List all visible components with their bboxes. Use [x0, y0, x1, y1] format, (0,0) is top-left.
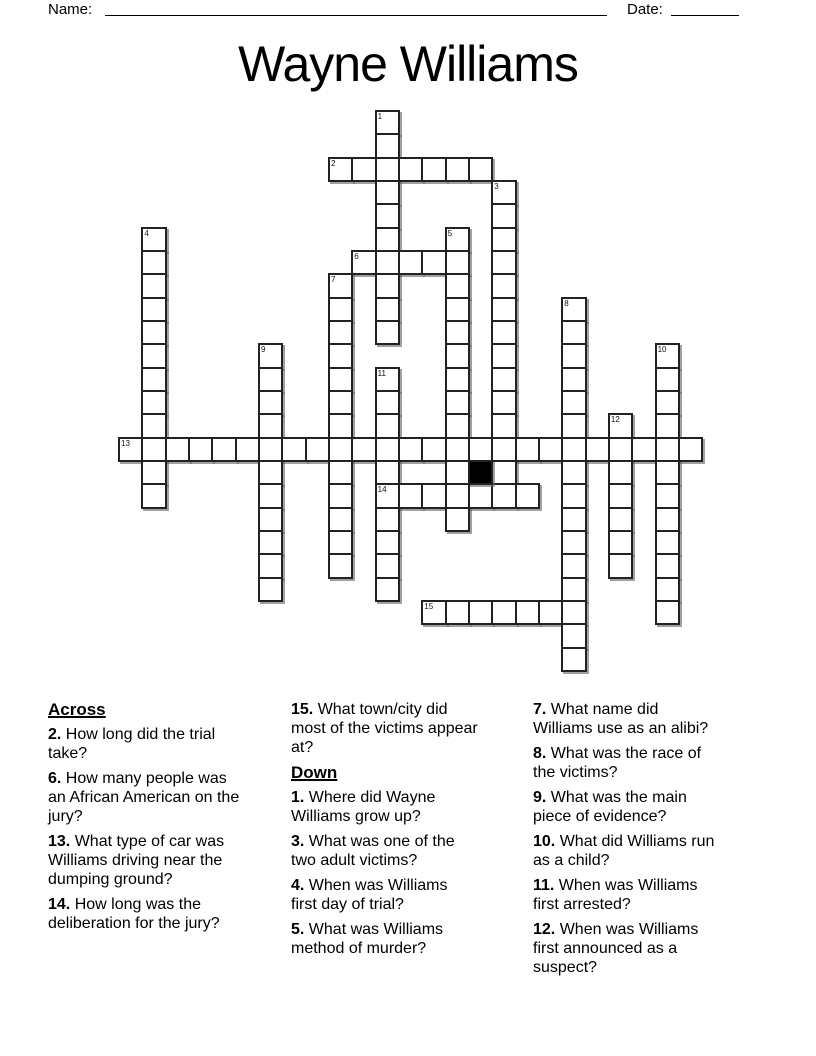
- crossword-cell[interactable]: [141, 367, 166, 392]
- crossword-cell[interactable]: [375, 320, 400, 345]
- clue-number-label: 9.: [533, 789, 547, 806]
- clue-text: What was the main piece of evidence?: [533, 789, 687, 825]
- clue-12: [533, 920, 777, 977]
- crossword-cell[interactable]: [351, 437, 376, 462]
- clue-number: 13: [121, 438, 130, 448]
- crossword-cell[interactable]: [561, 483, 586, 508]
- crossword-cell[interactable]: [515, 600, 540, 625]
- crossword-cell[interactable]: [328, 483, 353, 508]
- crossword-cell[interactable]: [655, 343, 680, 368]
- crossword-cell[interactable]: [328, 343, 353, 368]
- crossword-cell[interactable]: [655, 460, 680, 485]
- crossword-cell[interactable]: [258, 413, 283, 438]
- clue-number: 5: [447, 228, 453, 238]
- clue-text: What name did Williams use as an alibi?: [533, 701, 709, 737]
- crossword-cell[interactable]: [655, 553, 680, 578]
- crossword-cell[interactable]: [328, 297, 353, 322]
- clue-number: 3: [494, 181, 499, 191]
- clue-2: [48, 725, 292, 763]
- crossword-cell[interactable]: [561, 367, 586, 392]
- across-clues-column: [48, 700, 292, 939]
- crossword-cell[interactable]: [445, 157, 470, 182]
- black-cell: [468, 460, 493, 485]
- crossword-cell[interactable]: [585, 437, 610, 462]
- crossword-cell[interactable]: [655, 600, 680, 625]
- clue-number-label: 12.: [533, 921, 556, 938]
- clue-7: [533, 700, 777, 738]
- crossword-cell[interactable]: [608, 507, 633, 532]
- down-clues-column: [533, 700, 777, 983]
- middle-clues-column: [291, 700, 535, 964]
- crossword-cell[interactable]: [305, 437, 330, 462]
- crossword-cell[interactable]: [165, 437, 190, 462]
- crossword-cell[interactable]: [375, 507, 400, 532]
- clue-number: 11: [377, 368, 386, 378]
- crossword-cell[interactable]: [491, 320, 516, 345]
- crossword-cell[interactable]: [561, 530, 586, 555]
- crossword-cell[interactable]: [351, 250, 376, 275]
- crossword-cell[interactable]: [445, 460, 470, 485]
- crossword-cell[interactable]: [375, 203, 400, 228]
- crossword-cell[interactable]: [258, 390, 283, 415]
- crossword-cell[interactable]: [491, 343, 516, 368]
- name-label: Name:: [48, 1, 93, 18]
- crossword-cell[interactable]: [375, 553, 400, 578]
- clue-text: What was one of the two adult victims?: [291, 833, 455, 869]
- clue-number-label: 8.: [533, 745, 547, 762]
- crossword-cell[interactable]: [491, 227, 516, 252]
- crossword-cell[interactable]: [538, 600, 563, 625]
- crossword-cell[interactable]: [561, 320, 586, 345]
- crossword-cell[interactable]: [328, 367, 353, 392]
- crossword-cell[interactable]: [375, 390, 400, 415]
- crossword-cell[interactable]: [445, 250, 470, 275]
- crossword-cell[interactable]: [141, 320, 166, 345]
- crossword-cell[interactable]: [678, 437, 703, 462]
- crossword-cell[interactable]: [655, 413, 680, 438]
- crossword-cell[interactable]: [398, 483, 423, 508]
- crossword-cell[interactable]: [258, 460, 283, 485]
- crossword-cell[interactable]: [491, 390, 516, 415]
- crossword-cell[interactable]: [258, 437, 283, 462]
- crossword-cell[interactable]: [375, 530, 400, 555]
- crossword-cell[interactable]: [491, 297, 516, 322]
- crossword-cell[interactable]: [328, 390, 353, 415]
- crossword-cell[interactable]: [445, 227, 470, 252]
- crossword-cell[interactable]: [655, 390, 680, 415]
- crossword-cell[interactable]: [375, 227, 400, 252]
- date-label: Date:: [627, 1, 663, 18]
- clue-number-label: 1.: [291, 789, 305, 806]
- page-title: Wayne Williams: [238, 36, 578, 92]
- crossword-cell[interactable]: [608, 437, 633, 462]
- crossword-cell[interactable]: [655, 367, 680, 392]
- crossword-cell[interactable]: [561, 413, 586, 438]
- clue-number: 15: [424, 601, 434, 611]
- clue-heading-across: Across: [48, 700, 106, 719]
- clue-text: What type of car was Williams driving near the dumping ground?: [48, 833, 225, 888]
- clue-number: 8: [564, 298, 569, 308]
- crossword-cell[interactable]: [421, 250, 446, 275]
- clue-text: How many people was an African American on the jury?: [48, 770, 240, 825]
- crossword-cell[interactable]: [631, 437, 656, 462]
- crossword-cell[interactable]: [141, 413, 166, 438]
- crossword-cell[interactable]: [608, 460, 633, 485]
- clue-11: [533, 876, 777, 914]
- clue-text: How long did the trial take?: [48, 726, 216, 762]
- crossword-cell[interactable]: [375, 297, 400, 322]
- crossword-cell[interactable]: [141, 483, 166, 508]
- crossword-cell[interactable]: [211, 437, 236, 462]
- crossword-cell[interactable]: [491, 483, 516, 508]
- crossword-cell[interactable]: [468, 600, 493, 625]
- crossword-cell[interactable]: [445, 483, 470, 508]
- crossword-cell[interactable]: [328, 273, 353, 298]
- clue-number-label: 11.: [533, 877, 555, 894]
- crossword-cell[interactable]: [398, 250, 423, 275]
- clue-number-label: 13.: [48, 833, 71, 850]
- crossword-cell[interactable]: [655, 483, 680, 508]
- crossword-cell[interactable]: [468, 157, 493, 182]
- crossword-cell[interactable]: [375, 180, 400, 205]
- crossword-cell[interactable]: [561, 390, 586, 415]
- crossword-cell[interactable]: [561, 553, 586, 578]
- crossword-cell[interactable]: [445, 367, 470, 392]
- crossword-cell[interactable]: [445, 297, 470, 322]
- crossword-cell[interactable]: [258, 507, 283, 532]
- clue-number-label: 4.: [291, 877, 305, 894]
- clue-number: 12: [610, 415, 620, 425]
- crossword-cell[interactable]: [561, 623, 586, 648]
- crossword-cell[interactable]: [655, 437, 680, 462]
- crossword-cell[interactable]: [141, 250, 166, 275]
- crossword-cell[interactable]: [141, 460, 166, 485]
- clue-text: What town/city did most of the victims appear at?: [291, 701, 478, 756]
- clue-9: [533, 788, 777, 826]
- clue-number: 14: [377, 485, 387, 495]
- crossword-cell[interactable]: [538, 437, 563, 462]
- crossword-cell[interactable]: [421, 157, 446, 182]
- crossword-cell[interactable]: [468, 437, 493, 462]
- crossword-cell[interactable]: [328, 320, 353, 345]
- crossword-cell[interactable]: [375, 157, 400, 182]
- crossword-cell[interactable]: [375, 413, 400, 438]
- crossword-cell[interactable]: [561, 577, 586, 602]
- crossword-cell[interactable]: [375, 133, 400, 158]
- crossword-cell[interactable]: [281, 437, 306, 462]
- crossword-cell[interactable]: [328, 530, 353, 555]
- crossword-cell[interactable]: [445, 600, 470, 625]
- clue-number: 7: [330, 275, 336, 285]
- crossword-cell[interactable]: [561, 297, 586, 322]
- crossword-cell[interactable]: [258, 367, 283, 392]
- date-blank-line: [671, 0, 739, 16]
- crossword-cell[interactable]: [491, 250, 516, 275]
- clue-text: When was Williams first day of trial?: [291, 877, 448, 913]
- clue-number: 6: [354, 251, 359, 261]
- crossword-cell[interactable]: [375, 250, 400, 275]
- clue-15: [291, 700, 535, 757]
- crossword-cell[interactable]: [141, 390, 166, 415]
- crossword-cell[interactable]: [608, 553, 633, 578]
- clue-text: When was Williams first arrested?: [533, 877, 698, 913]
- crossword-cell[interactable]: [141, 437, 166, 462]
- crossword-cell[interactable]: [515, 483, 540, 508]
- crossword-cell[interactable]: [398, 437, 423, 462]
- clue-text: How long was the deliberation for the jury?: [48, 896, 220, 932]
- crossword-cell[interactable]: [608, 530, 633, 555]
- crossword-cell[interactable]: [608, 413, 633, 438]
- crossword-cell[interactable]: [421, 437, 446, 462]
- clue-number-label: 7.: [533, 701, 547, 718]
- crossword-cell[interactable]: [491, 413, 516, 438]
- crossword-cell[interactable]: [375, 483, 400, 508]
- crossword-cell[interactable]: [328, 460, 353, 485]
- crossword-cell[interactable]: [118, 437, 143, 462]
- crossword-cell[interactable]: [468, 483, 493, 508]
- crossword-cell[interactable]: [328, 157, 353, 182]
- crossword-cell[interactable]: [445, 320, 470, 345]
- clue-number-label: 5.: [291, 921, 305, 938]
- crossword-cell[interactable]: [445, 507, 470, 532]
- clue-10: [533, 832, 777, 870]
- crossword-cell[interactable]: [398, 157, 423, 182]
- clue-number: 10: [657, 345, 667, 355]
- crossword-cell[interactable]: [491, 203, 516, 228]
- crossword-cell[interactable]: [445, 273, 470, 298]
- crossword-cell[interactable]: [328, 437, 353, 462]
- crossword-cell[interactable]: [561, 647, 586, 672]
- crossword-cell[interactable]: [141, 273, 166, 298]
- clue-text: What did Williams run as a child?: [533, 833, 715, 869]
- clue-text: What was Williams method of murder?: [291, 921, 444, 957]
- crossword-cell[interactable]: [235, 437, 260, 462]
- crossword-cell[interactable]: [258, 483, 283, 508]
- crossword-cell[interactable]: [421, 600, 446, 625]
- crossword-cell[interactable]: [491, 460, 516, 485]
- crossword-cell[interactable]: [608, 483, 633, 508]
- crossword-cell[interactable]: [655, 577, 680, 602]
- clue-3: [291, 832, 535, 870]
- clue-text: What was the race of the victims?: [533, 745, 702, 781]
- crossword-cell[interactable]: [561, 437, 586, 462]
- clue-number-label: 2.: [48, 726, 62, 743]
- clue-number: 2: [330, 158, 336, 168]
- crossword-cell[interactable]: [561, 507, 586, 532]
- crossword-cell[interactable]: [375, 437, 400, 462]
- clue-number-label: 15.: [291, 701, 314, 718]
- clue-1: [291, 788, 535, 826]
- crossword-cell[interactable]: [258, 553, 283, 578]
- crossword-cell[interactable]: [258, 343, 283, 368]
- crossword-cell[interactable]: [445, 437, 470, 462]
- clue-number-label: 14.: [48, 896, 71, 913]
- crossword-cell[interactable]: [561, 460, 586, 485]
- crossword-cell[interactable]: [445, 413, 470, 438]
- clue-text: Where did Wayne Williams grow up?: [291, 789, 436, 825]
- crossword-cell[interactable]: [491, 367, 516, 392]
- crossword-cell[interactable]: [328, 413, 353, 438]
- crossword-cell[interactable]: [445, 343, 470, 368]
- clue-number: 9: [260, 345, 266, 355]
- clue-number-label: 3.: [291, 833, 305, 850]
- crossword-cell[interactable]: [515, 437, 540, 462]
- crossword-cell[interactable]: [328, 553, 353, 578]
- crossword-cell[interactable]: [445, 390, 470, 415]
- crossword-cell[interactable]: [141, 343, 166, 368]
- clue-heading-down: Down: [291, 763, 338, 782]
- clue-text: When was Williams first announced as a suspect?: [533, 921, 699, 976]
- crossword-cell[interactable]: [421, 483, 446, 508]
- name-blank-line: [105, 0, 607, 16]
- clue-13: [48, 832, 292, 889]
- crossword-cell[interactable]: [655, 530, 680, 555]
- crossword-cell[interactable]: [375, 367, 400, 392]
- clue-number-label: 10.: [533, 833, 556, 850]
- clue-number-label: 6.: [48, 770, 62, 787]
- crossword-cell[interactable]: [351, 157, 376, 182]
- crossword-cell[interactable]: [491, 180, 516, 205]
- crossword-cell[interactable]: [655, 507, 680, 532]
- crossword-cell[interactable]: [375, 110, 400, 135]
- crossword-cell[interactable]: [375, 577, 400, 602]
- crossword-cell[interactable]: [491, 437, 516, 462]
- clue-number: 4: [144, 228, 149, 238]
- crossword-cell[interactable]: [141, 227, 166, 252]
- crossword-cell[interactable]: [258, 530, 283, 555]
- clue-5: [291, 920, 535, 958]
- crossword-cell[interactable]: [328, 507, 353, 532]
- crossword-cell[interactable]: [491, 273, 516, 298]
- clue-number: 1: [377, 112, 383, 121]
- crossword-cell[interactable]: [375, 460, 400, 485]
- crossword-cell[interactable]: [561, 600, 586, 625]
- crossword-cell[interactable]: [375, 273, 400, 298]
- crossword-cell[interactable]: [491, 600, 516, 625]
- crossword-cell[interactable]: [258, 577, 283, 602]
- crossword-cell[interactable]: [141, 297, 166, 322]
- crossword-cell[interactable]: [561, 343, 586, 368]
- clue-6: [48, 769, 292, 826]
- clue-4: [291, 876, 535, 914]
- crossword-cell[interactable]: [188, 437, 213, 462]
- clue-8: [533, 744, 777, 782]
- clue-14: [48, 895, 292, 933]
